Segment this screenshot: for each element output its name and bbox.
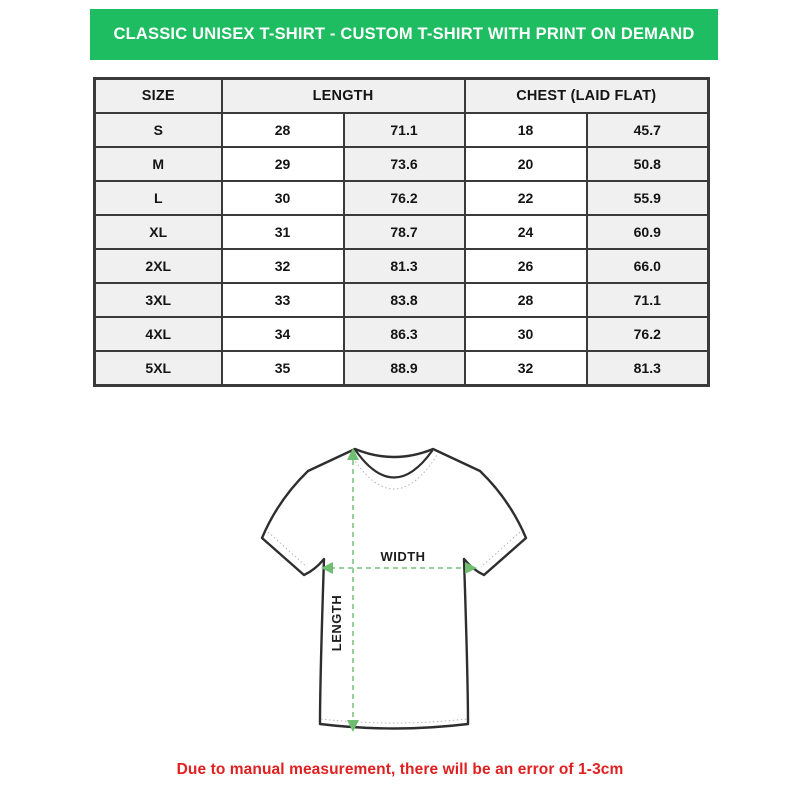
- length-cm-cell: 86.3: [344, 317, 465, 351]
- chest-in-cell: 22: [465, 181, 587, 215]
- length-label: LENGTH: [329, 594, 344, 652]
- col-header-length: LENGTH: [222, 79, 465, 114]
- length-in-cell: 32: [222, 249, 344, 283]
- size-cell: 3XL: [95, 283, 222, 317]
- length-cm-cell: 88.9: [344, 351, 465, 386]
- chest-in-cell: 30: [465, 317, 587, 351]
- chest-cm-cell: 55.9: [587, 181, 709, 215]
- size-cell: 5XL: [95, 351, 222, 386]
- chest-in-cell: 26: [465, 249, 587, 283]
- chest-in-cell: 20: [465, 147, 587, 181]
- length-cm-cell: 83.8: [344, 283, 465, 317]
- length-in-cell: 29: [222, 147, 344, 181]
- chest-cm-cell: 60.9: [587, 215, 709, 249]
- length-cm-cell: 73.6: [344, 147, 465, 181]
- col-header-chest: CHEST (LAID FLAT): [465, 79, 709, 114]
- length-in-cell: 35: [222, 351, 344, 386]
- chest-in-cell: 28: [465, 283, 587, 317]
- tshirt-measurement-diagram: [240, 430, 560, 750]
- table-row: [95, 147, 709, 181]
- size-cell: 2XL: [95, 249, 222, 283]
- title-banner: [90, 9, 718, 60]
- chest-cm-cell: 50.8: [587, 147, 709, 181]
- measurement-note: Due to manual measurement, there will be an error of 1-3cm: [176, 761, 624, 778]
- table-row: [95, 283, 709, 317]
- length-in-cell: 33: [222, 283, 344, 317]
- size-cell: XL: [95, 215, 222, 249]
- table-row: [95, 113, 709, 147]
- length-cm-cell: 81.3: [344, 249, 465, 283]
- chest-cm-cell: 81.3: [587, 351, 709, 386]
- size-chart-table: [93, 77, 710, 387]
- table-row: [95, 317, 709, 351]
- chest-cm-cell: 45.7: [587, 113, 709, 147]
- page-title: CLASSIC UNISEX T-SHIRT - CUSTOM T-SHIRT WITH PRINT ON DEMAND: [113, 25, 695, 43]
- table-row: [95, 351, 709, 386]
- chest-cm-cell: 71.1: [587, 283, 709, 317]
- chest-in-cell: 32: [465, 351, 587, 386]
- length-cm-cell: 78.7: [344, 215, 465, 249]
- size-cell: M: [95, 147, 222, 181]
- length-cm-cell: 71.1: [344, 113, 465, 147]
- length-cm-cell: 76.2: [344, 181, 465, 215]
- chest-in-cell: 18: [465, 113, 587, 147]
- length-in-cell: 31: [222, 215, 344, 249]
- length-in-cell: 30: [222, 181, 344, 215]
- chest-cm-cell: 76.2: [587, 317, 709, 351]
- tshirt-outline: [262, 449, 526, 729]
- col-header-size: SIZE: [95, 79, 222, 114]
- table-row: [95, 215, 709, 249]
- length-in-cell: 28: [222, 113, 344, 147]
- tshirt-diagram-svg: [240, 430, 560, 750]
- table-row: [95, 181, 709, 215]
- size-cell: 4XL: [95, 317, 222, 351]
- header-row: [95, 79, 709, 114]
- chest-in-cell: 24: [465, 215, 587, 249]
- table-row: [95, 249, 709, 283]
- chest-cm-cell: 66.0: [587, 249, 709, 283]
- length-in-cell: 34: [222, 317, 344, 351]
- size-cell: L: [95, 181, 222, 215]
- width-label: WIDTH: [380, 549, 426, 564]
- size-cell: S: [95, 113, 222, 147]
